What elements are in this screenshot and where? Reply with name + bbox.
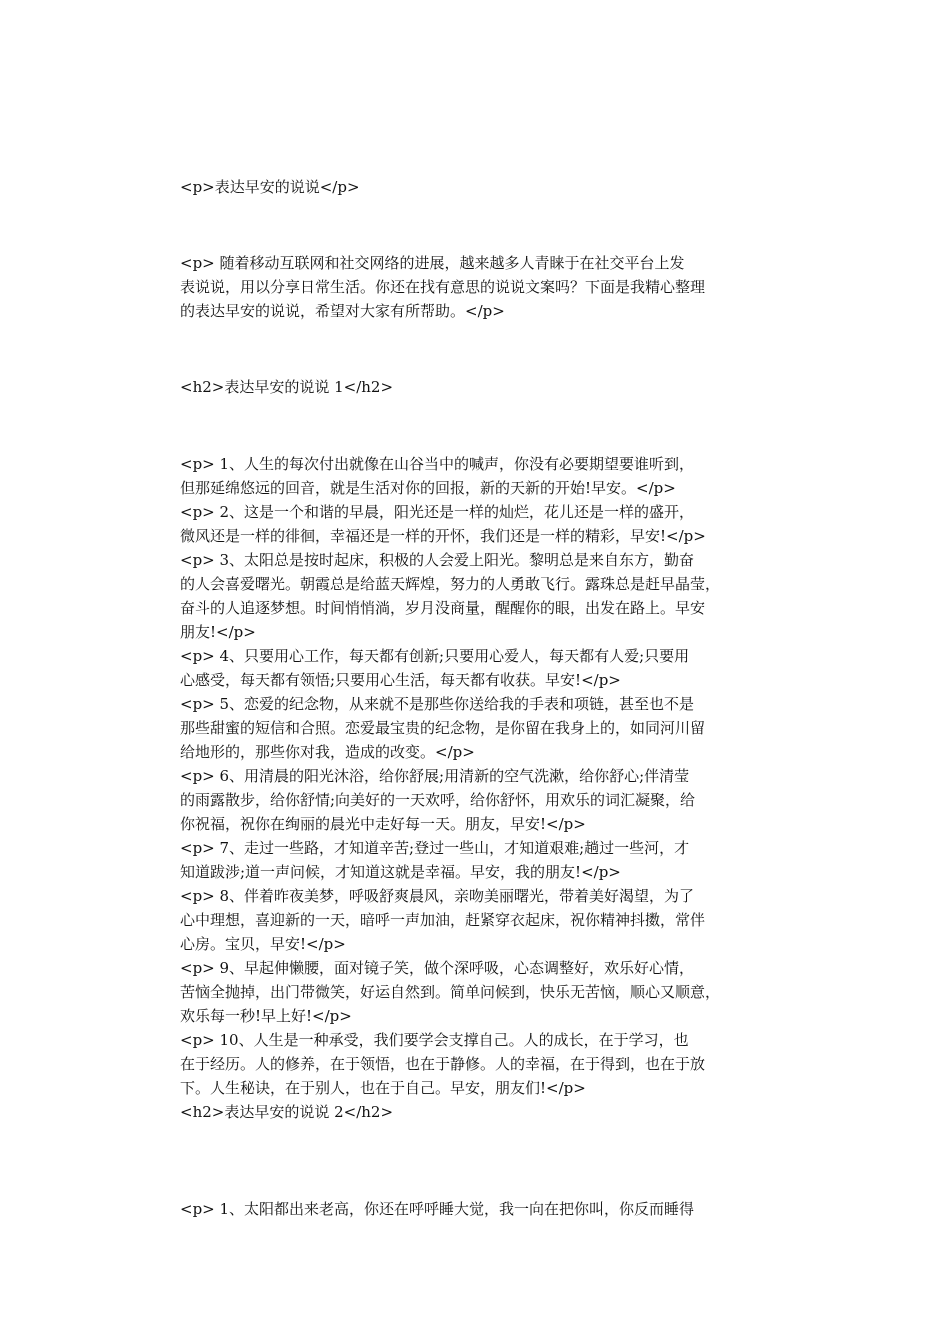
text-line: <p> 10、人生是一种承受，我们要学会支撑自己。人的成长，在于学习，也 xyxy=(180,1031,689,1049)
text-line: <p> 5、恋爱的纪念物，从来就不是那些你送给我的手表和项链，甚至也不是 xyxy=(180,695,695,713)
text-line: <p> 1、太阳都出来老高，你还在呼呼睡大觉，我一向在把你叫，你反而睡得 xyxy=(180,1200,695,1218)
text-line: <p> 6、用清晨的阳光沐浴，给你舒展;用清新的空气洗漱，给你舒心;伴清莹 xyxy=(180,767,690,785)
text-line: 知道跋涉;道一声问候，才知道这就是幸福。早安，我的朋友!</p> xyxy=(180,863,621,881)
text-line: <h2>表达早安的说说 1</h2> xyxy=(180,378,394,396)
text-line: <p> 8、伴着昨夜美梦，呼吸舒爽晨风，亲吻美丽曙光，带着美好渴望，为了 xyxy=(180,887,695,905)
text-line: 你祝福，祝你在绚丽的晨光中走好每一天。朋友，早安!</p> xyxy=(180,815,586,833)
text-line: 心房。宝贝，早安!</p> xyxy=(180,935,346,953)
text-line: 在于经历。人的修养，在于领悟，也在于静修。人的幸福，在于得到，也在于放 xyxy=(180,1055,706,1073)
text-line: <h2>表达早安的说说 2</h2> xyxy=(180,1103,394,1121)
text-line: <p>表达早安的说说</p> xyxy=(180,178,360,196)
text-line: 心感受，每天都有领悟;只要用心生活，每天都有收获。早安!</p> xyxy=(180,671,621,689)
text-line: 欢乐每一秒!早上好!</p> xyxy=(180,1007,352,1025)
text-line: 但那延绵悠远的回音，就是生活对你的回报，新的天新的开始!早安。</p> xyxy=(180,479,676,497)
document-page xyxy=(180,0,780,1344)
text-line: 微风还是一样的徘徊，幸福还是一样的开怀，我们还是一样的精彩，早安!</p> xyxy=(180,527,706,545)
text-line: 给地形的，那些你对我，造成的改变。</p> xyxy=(180,743,475,761)
text-line: 朋友!</p> xyxy=(180,623,256,641)
text-line: 的人会喜爱曙光。朝霞总是给蓝天辉煌，努力的人勇敢飞行。露珠总是赶早晶莹， xyxy=(180,575,721,593)
text-line: 下。人生秘诀，在于别人，也在于自己。早安，朋友们!</p> xyxy=(180,1079,586,1097)
text-line: 的表达早安的说说，希望对大家有所帮助。</p> xyxy=(180,302,505,320)
text-line: <p> 4、只要用心工作，每天都有创新;只要用心爱人，每天都有人爱;只要用 xyxy=(180,647,690,665)
text-line: 奋斗的人追逐梦想。时间悄悄淌，岁月没商量，醒醒你的眼，出发在路上。早安 xyxy=(180,599,706,617)
text-line: <p> 1、人生的每次付出就像在山谷当中的喊声，你没有必要期望要谁听到， xyxy=(180,455,695,473)
text-line: <p> 9、早起伸懒腰，面对镜子笑，做个深呼吸，心态调整好，欢乐好心情， xyxy=(180,959,695,977)
text-line: <p> 随着移动互联网和社交网络的进展，越来越多人青睐于在社交平台上发 xyxy=(180,254,685,272)
text-line: 表说说，用以分享日常生活。你还在找有意思的说说文案吗？下面是我精心整理 xyxy=(180,278,706,296)
text-line: <p> 2、这是一个和谐的早晨，阳光还是一样的灿烂，花儿还是一样的盛开， xyxy=(180,503,695,521)
text-line: 那些甜蜜的短信和合照。恋爱最宝贵的纪念物，是你留在我身上的，如同河川留 xyxy=(180,719,706,737)
text-line: <p> 7、走过一些路，才知道辛苦;登过一些山，才知道艰难;趟过一些河，才 xyxy=(180,839,690,857)
text-line: 的雨露散步，给你舒情;向美好的一天欢呼，给你舒怀，用欢乐的词汇凝聚，给 xyxy=(180,791,696,809)
text-line: 苦恼全抛掉，出门带微笑，好运自然到。简单问候到，快乐无苦恼，顺心又顺意， xyxy=(180,983,721,1001)
text-line: <p> 3、太阳总是按时起床，积极的人会爱上阳光。黎明总是来自东方，勤奋 xyxy=(180,551,695,569)
text-line: 心中理想，喜迎新的一天，暗呼一声加油，赶紧穿衣起床，祝你精神抖擞，常伴 xyxy=(180,911,706,929)
